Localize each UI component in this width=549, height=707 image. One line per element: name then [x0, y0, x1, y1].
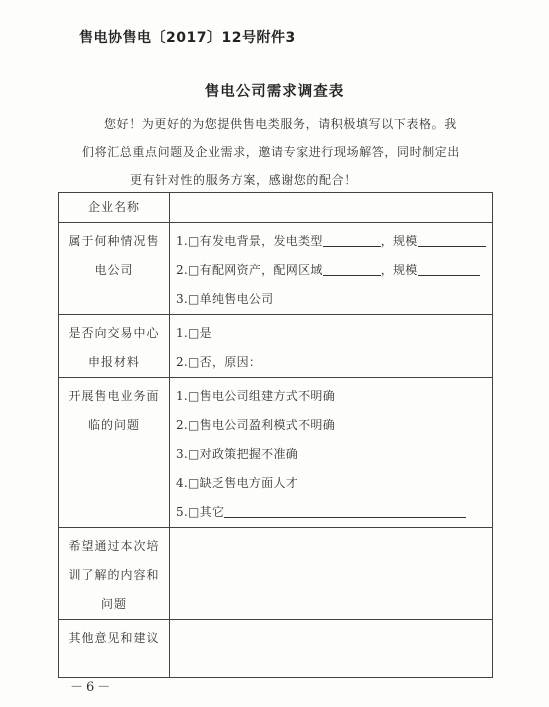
company-type-label [59, 223, 170, 315]
intro-line-3: 更有针对性的服务方案，感谢您的配合！ [130, 173, 357, 187]
option-generation-background[interactable] [176, 227, 492, 256]
company-name-label: 企业名称 [59, 193, 170, 223]
row-company-type [59, 223, 493, 315]
option-distribution-scale-text: ，规模 [380, 263, 418, 277]
intro-line-1: 您好！为更好的为您提供售电类服务，请积极填写以下表格。我 [104, 117, 457, 131]
row-problems [59, 378, 493, 528]
trading-center-label-line-1: 是否向交易中心 [68, 326, 160, 340]
option-other-text: 5.□其它 [176, 505, 225, 519]
option-generation-scale-text: ，规模 [380, 234, 418, 248]
company-type-options [170, 223, 493, 315]
row-company-name [59, 193, 493, 223]
intro-line-2: 们将汇总重点问题及企业需求，邀请专家进行现场解答，同时制定出 [82, 145, 461, 159]
row-trading-center [59, 315, 493, 378]
problems-options [170, 378, 493, 528]
training-content-label-line-3: 问题 [100, 597, 127, 611]
form-title: 售电公司需求调查表 [204, 83, 345, 100]
company-type-label-line-2: 电公司 [94, 263, 134, 277]
generation-scale-blank[interactable] [418, 234, 486, 247]
problems-label-line-2: 临的问题 [87, 418, 140, 432]
option-lack-talent[interactable]: 4.□缺乏售电方面人才 [176, 476, 299, 490]
row-other-suggestions [59, 620, 493, 678]
company-name-field[interactable] [170, 193, 493, 223]
option-profit-model-unclear[interactable]: 2.□售电公司盈利模式不明确 [176, 418, 335, 432]
other-suggestions-label: 其他意见和建议 [59, 620, 170, 678]
option-policy-unclear[interactable]: 3.□对政策把握不准确 [176, 447, 299, 461]
option-distribution-text: 2.□有配网资产，配网区域 [176, 263, 323, 277]
trading-center-options [170, 315, 493, 378]
trading-center-label-line-2: 申报材料 [87, 355, 140, 369]
document-header: 售电协售电〔2017〕12号附件3 [79, 30, 296, 46]
training-content-label-line-2: 训了解的内容和 [68, 568, 160, 582]
intro-paragraph [82, 110, 482, 194]
option-pure-retailer[interactable]: 3.□单纯售电公司 [176, 292, 274, 306]
distribution-area-blank[interactable] [323, 263, 381, 276]
survey-table [58, 192, 493, 678]
problems-label-line-1: 开展售电业务面 [68, 389, 160, 403]
other-suggestions-field[interactable] [170, 620, 493, 678]
option-formation-unclear[interactable]: 1.□售电公司组建方式不明确 [176, 389, 335, 403]
company-type-label-line-1: 属于何种情况售 [68, 234, 160, 248]
training-content-label [59, 528, 170, 620]
problems-label [59, 378, 170, 528]
option-generation-text: 1.□有发电背景，发电类型 [176, 234, 323, 248]
other-reason-blank[interactable] [224, 505, 466, 518]
option-distribution-assets[interactable] [176, 256, 492, 285]
trading-center-label [59, 315, 170, 378]
generation-type-blank[interactable] [323, 234, 381, 247]
row-training-content [59, 528, 493, 620]
option-no-reason[interactable]: 2.□否，原因： [176, 355, 262, 369]
distribution-scale-blank[interactable] [418, 263, 480, 276]
training-content-label-line-1: 希望通过本次培 [68, 539, 160, 553]
option-yes[interactable]: 1.□是 [176, 326, 212, 340]
option-other[interactable] [176, 498, 492, 527]
training-content-field[interactable] [170, 528, 493, 620]
page-number: －6－ [70, 680, 114, 695]
